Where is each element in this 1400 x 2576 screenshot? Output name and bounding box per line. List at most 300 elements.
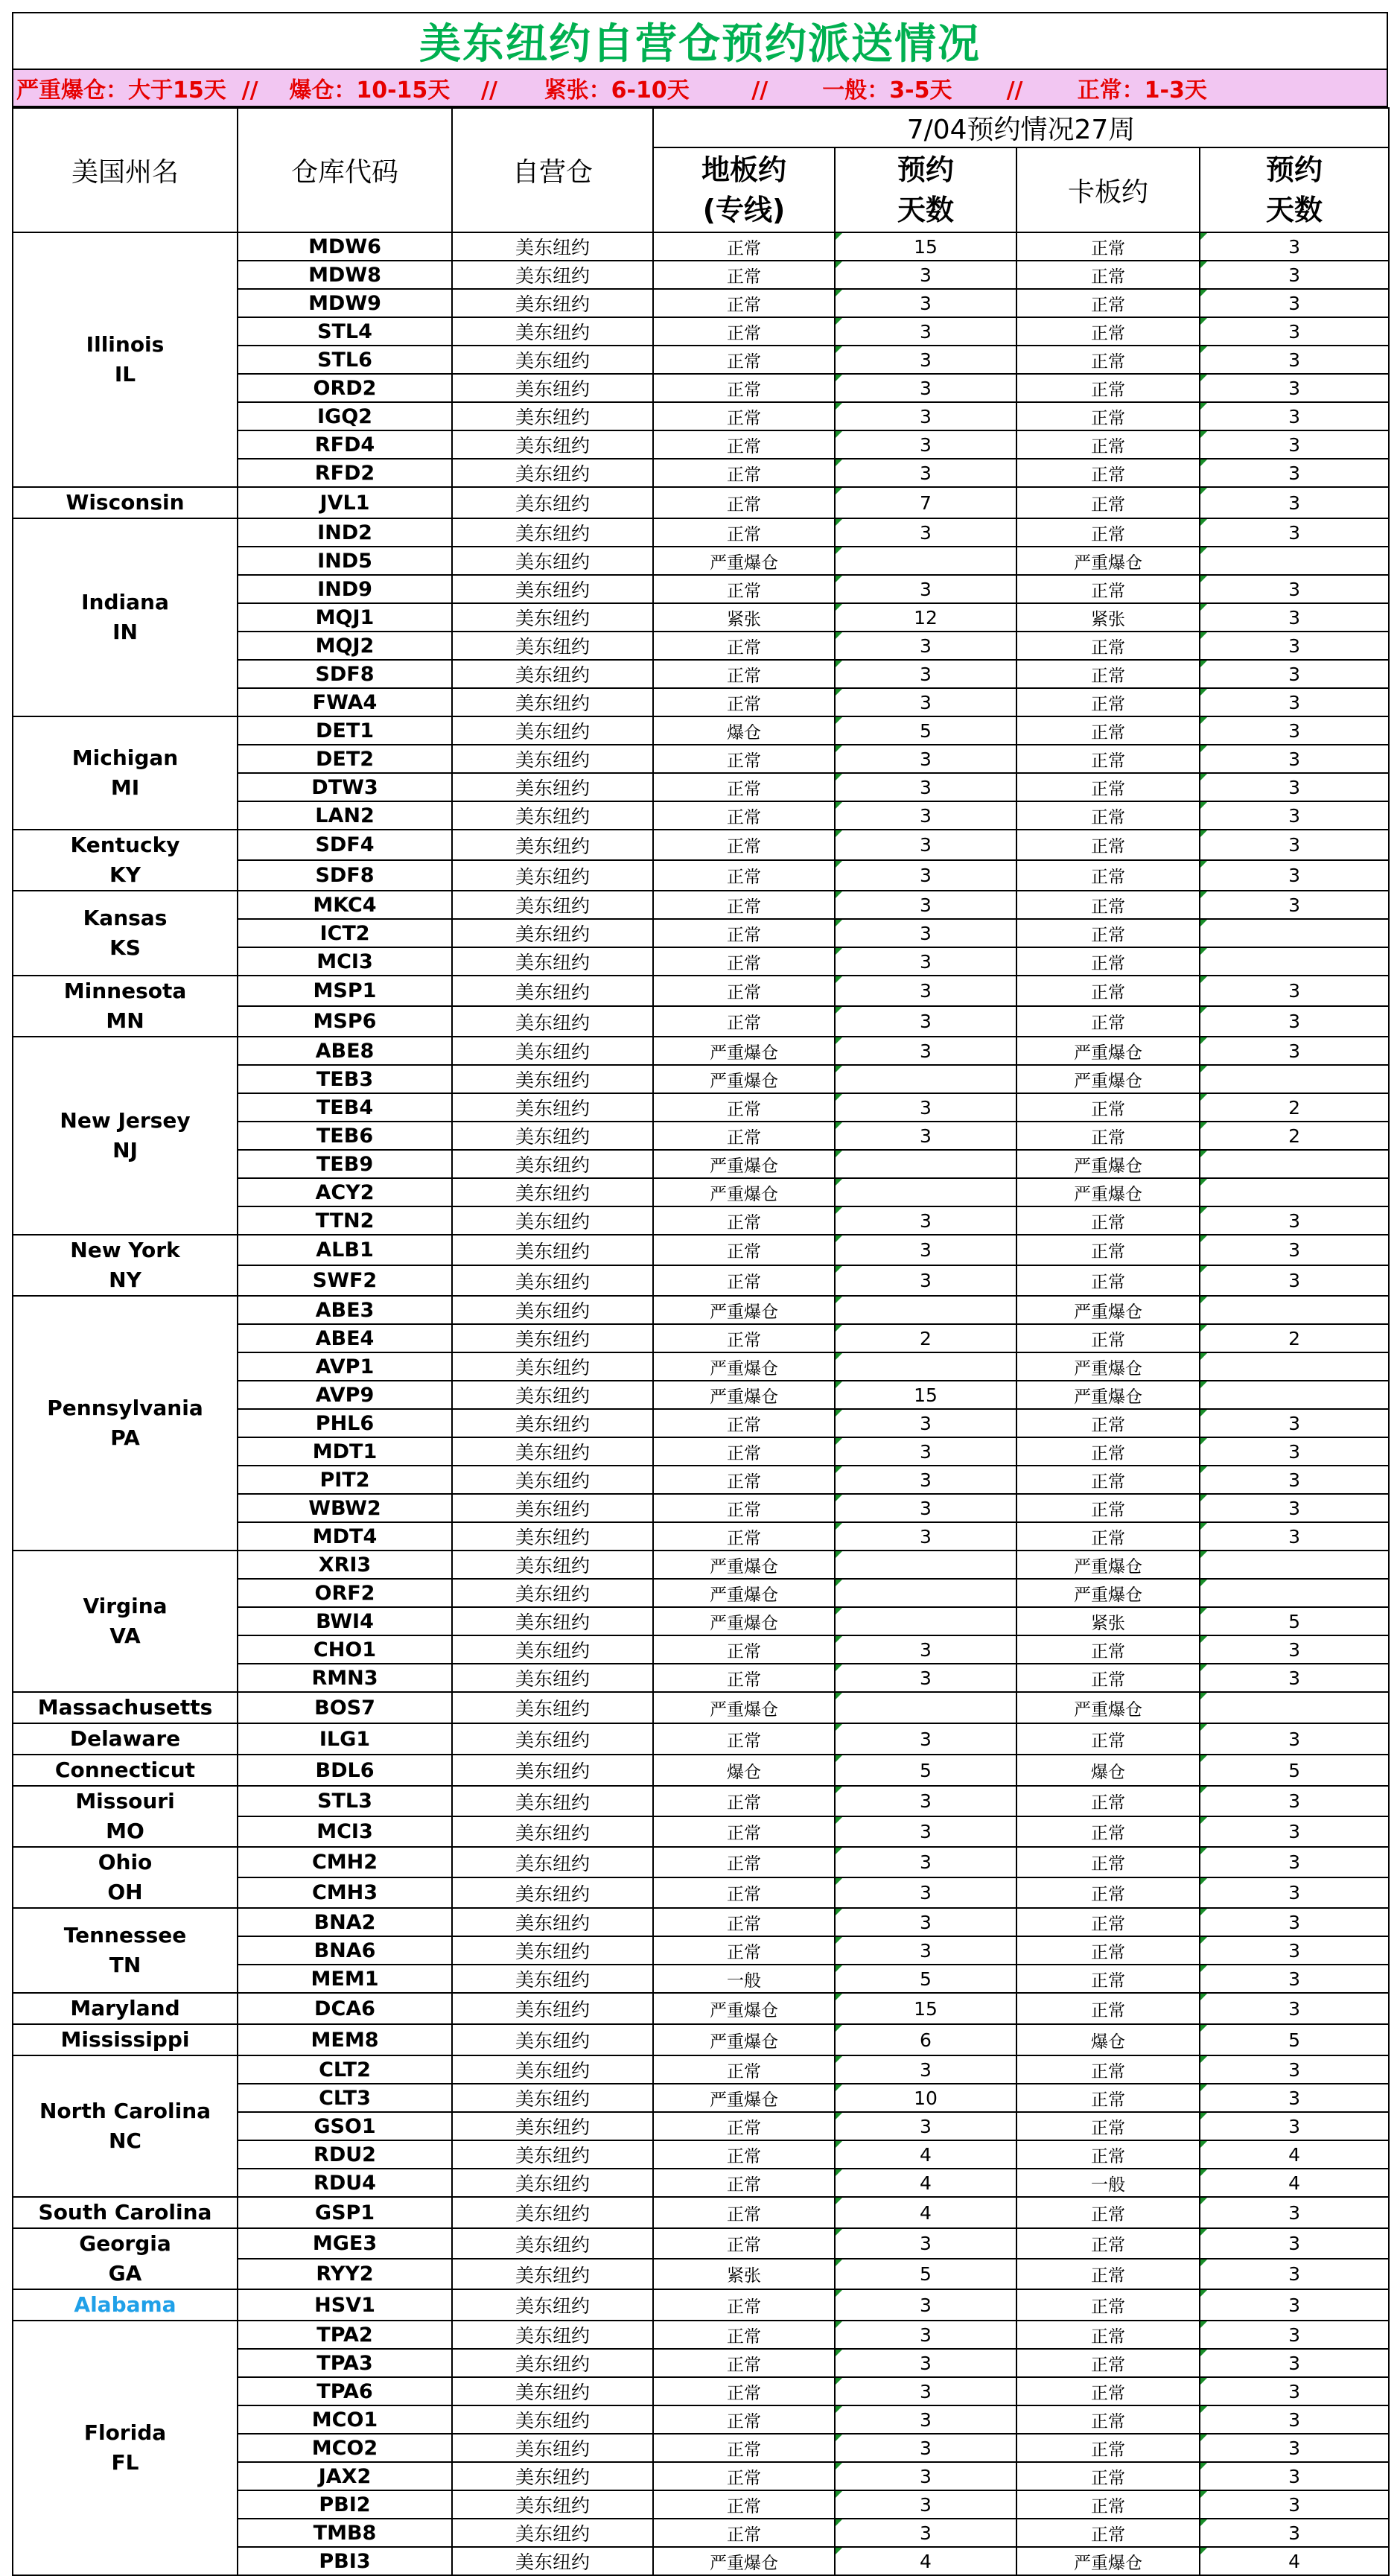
pallet-status-cell: 正常	[1016, 1265, 1200, 1296]
pallet-days-cell: 3	[1200, 2055, 1389, 2084]
floor-status-cell: 正常	[653, 402, 835, 430]
self-warehouse-cell: 美东纽约	[452, 2377, 653, 2405]
warehouse-code-cell: TEB3	[238, 1065, 452, 1093]
warehouse-code-cell: RDU4	[238, 2169, 452, 2197]
pallet-status-cell: 正常	[1016, 1993, 1200, 2024]
self-warehouse-cell: 美东纽约	[452, 1206, 653, 1235]
state-cell: Michigan MI	[13, 716, 238, 830]
warehouse-code-cell: MQJ2	[238, 632, 452, 660]
floor-days-cell: 3	[835, 801, 1016, 830]
table-row	[13, 1296, 1389, 1324]
pallet-days-cell	[1200, 919, 1389, 947]
table-row	[13, 518, 1389, 547]
self-warehouse-cell: 美东纽约	[452, 518, 653, 547]
state-cell: Maryland	[13, 1993, 238, 2024]
floor-status-cell: 正常	[653, 261, 835, 289]
self-warehouse-cell: 美东纽约	[452, 1093, 653, 1122]
pallet-status-cell: 正常	[1016, 745, 1200, 773]
self-warehouse-cell: 美东纽约	[452, 317, 653, 346]
self-warehouse-cell: 美东纽约	[452, 1324, 653, 1352]
pallet-status-cell: 正常	[1016, 2084, 1200, 2112]
pallet-days-cell: 3	[1200, 632, 1389, 660]
self-warehouse-cell: 美东纽约	[452, 1579, 653, 1607]
warehouse-code-cell: RMN3	[238, 1664, 452, 1692]
floor-days-cell: 3	[835, 575, 1016, 603]
self-warehouse-cell: 美东纽约	[452, 1723, 653, 1755]
floor-status-cell: 正常	[653, 459, 835, 487]
pallet-status-cell: 正常	[1016, 2055, 1200, 2084]
pallet-status-cell: 正常	[1016, 1409, 1200, 1437]
pallet-days-cell: 3	[1200, 1006, 1389, 1037]
pallet-status-cell: 正常	[1016, 2140, 1200, 2169]
pallet-days-cell	[1200, 1381, 1389, 1409]
pallet-days-cell: 3	[1200, 976, 1389, 1006]
floor-days-cell: 3	[835, 773, 1016, 801]
self-warehouse-cell: 美东纽约	[452, 2434, 653, 2462]
pallet-status-cell: 爆仓	[1016, 1755, 1200, 1786]
self-warehouse-cell: 美东纽约	[452, 1522, 653, 1551]
pallet-status-cell: 正常	[1016, 374, 1200, 402]
floor-days-cell	[835, 1607, 1016, 1635]
self-warehouse-cell: 美东纽约	[452, 773, 653, 801]
warehouse-code-cell: TEB9	[238, 1150, 452, 1178]
pallet-days-cell: 3	[1200, 801, 1389, 830]
floor-status-cell: 正常	[653, 1494, 835, 1522]
floor-status-cell: 严重爆仓	[653, 1607, 835, 1635]
floor-days-cell: 4	[835, 2197, 1016, 2228]
pallet-status-cell: 正常	[1016, 1877, 1200, 1908]
self-warehouse-cell: 美东纽约	[452, 1664, 653, 1692]
warehouse-code-cell: RDU2	[238, 2140, 452, 2169]
self-warehouse-cell: 美东纽约	[452, 1178, 653, 1206]
self-warehouse-cell: 美东纽约	[452, 1847, 653, 1877]
floor-days-cell: 3	[835, 1936, 1016, 1965]
floor-days-cell: 5	[835, 716, 1016, 745]
floor-days-cell: 4	[835, 2169, 1016, 2197]
table-row	[13, 976, 1389, 1006]
floor-days-cell: 3	[835, 2349, 1016, 2377]
self-warehouse-cell: 美东纽约	[452, 2547, 653, 2575]
pallet-days-cell	[1200, 1150, 1389, 1178]
floor-status-cell: 正常	[653, 2519, 835, 2547]
self-warehouse-cell: 美东纽约	[452, 660, 653, 688]
warehouse-code-cell: SWF2	[238, 1265, 452, 1296]
floor-status-cell: 正常	[653, 1522, 835, 1551]
pallet-status-cell: 严重爆仓	[1016, 1037, 1200, 1065]
floor-status-cell: 正常	[653, 2349, 835, 2377]
pallet-days-cell: 3	[1200, 1265, 1389, 1296]
floor-days-cell: 3	[835, 374, 1016, 402]
floor-status-cell: 正常	[653, 2140, 835, 2169]
warehouse-code-cell: ORD2	[238, 374, 452, 402]
pallet-status-cell: 一般	[1016, 2169, 1200, 2197]
pallet-days-cell: 3	[1200, 1993, 1389, 2024]
pallet-days-cell: 3	[1200, 1936, 1389, 1965]
warehouse-code-cell: STL4	[238, 317, 452, 346]
floor-status-cell: 正常	[653, 2289, 835, 2321]
pallet-status-cell: 正常	[1016, 947, 1200, 976]
self-warehouse-cell: 美东纽约	[452, 2024, 653, 2055]
state-cell: Florida FL	[13, 2321, 238, 2575]
pallet-days-cell: 3	[1200, 2377, 1389, 2405]
pallet-days-cell: 5	[1200, 2024, 1389, 2055]
state-cell: Alabama	[13, 2289, 238, 2321]
pallet-status-cell: 紧张	[1016, 1607, 1200, 1635]
floor-days-cell: 3	[835, 2490, 1016, 2519]
pallet-status-cell: 爆仓	[1016, 2024, 1200, 2055]
pallet-days-cell: 3	[1200, 2197, 1389, 2228]
pallet-days-cell: 3	[1200, 1466, 1389, 1494]
table-row	[13, 1847, 1389, 1877]
pallet-days-cell	[1200, 1065, 1389, 1093]
pallet-status-cell: 严重爆仓	[1016, 1551, 1200, 1579]
pallet-status-cell: 正常	[1016, 2462, 1200, 2490]
floor-status-cell: 正常	[653, 1093, 835, 1122]
warehouse-code-cell: MDW8	[238, 261, 452, 289]
pallet-days-cell	[1200, 1692, 1389, 1723]
warehouse-code-cell: CLT2	[238, 2055, 452, 2084]
pallet-status-cell: 正常	[1016, 2434, 1200, 2462]
floor-days-cell: 3	[835, 2228, 1016, 2259]
pallet-days-cell: 5	[1200, 1607, 1389, 1635]
table-row	[13, 1692, 1389, 1723]
floor-days-cell: 3	[835, 2519, 1016, 2547]
self-warehouse-cell: 美东纽约	[452, 1965, 653, 1993]
warehouse-code-cell: TPA3	[238, 2349, 452, 2377]
pallet-days-cell: 3	[1200, 346, 1389, 374]
pallet-status-cell: 正常	[1016, 1206, 1200, 1235]
self-warehouse-cell: 美东纽约	[452, 1786, 653, 1816]
floor-days-cell: 3	[835, 402, 1016, 430]
floor-status-cell: 正常	[653, 632, 835, 660]
self-warehouse-cell: 美东纽约	[452, 289, 653, 317]
state-cell: Missouri MO	[13, 1786, 238, 1847]
self-warehouse-cell: 美东纽约	[452, 547, 653, 575]
warehouse-code-cell: FWA4	[238, 688, 452, 716]
warehouse-code-cell: MDW6	[238, 232, 452, 261]
floor-status-cell: 正常	[653, 1664, 835, 1692]
pallet-days-cell: 4	[1200, 2140, 1389, 2169]
pallet-days-cell: 3	[1200, 1664, 1389, 1692]
pallet-status-cell: 严重爆仓	[1016, 1150, 1200, 1178]
warehouse-code-cell: MEM1	[238, 1965, 452, 1993]
pallet-status-cell: 正常	[1016, 487, 1200, 518]
floor-status-cell: 正常	[653, 1206, 835, 1235]
self-warehouse-cell: 美东纽约	[452, 1006, 653, 1037]
floor-status-cell: 正常	[653, 2462, 835, 2490]
floor-days-cell: 3	[835, 660, 1016, 688]
pallet-days-cell: 3	[1200, 2434, 1389, 2462]
pallet-status-cell: 正常	[1016, 2289, 1200, 2321]
floor-status-cell: 正常	[653, 1324, 835, 1352]
self-warehouse-cell: 美东纽约	[452, 830, 653, 860]
floor-days-cell: 3	[835, 1494, 1016, 1522]
pallet-days-cell: 3	[1200, 830, 1389, 860]
pallet-days-cell: 3	[1200, 487, 1389, 518]
table-row	[13, 2024, 1389, 2055]
floor-days-cell: 3	[835, 1122, 1016, 1150]
self-warehouse-cell: 美东纽约	[452, 1122, 653, 1150]
warehouse-code-cell: RYY2	[238, 2259, 452, 2289]
pallet-days-cell: 3	[1200, 860, 1389, 891]
warehouse-code-cell: MGE3	[238, 2228, 452, 2259]
self-warehouse-cell: 美东纽约	[452, 1265, 653, 1296]
warehouse-code-cell: AVP1	[238, 1352, 452, 1381]
state-cell: Mississippi	[13, 2024, 238, 2055]
pallet-status-cell: 严重爆仓	[1016, 1352, 1200, 1381]
pallet-days-cell: 3	[1200, 2084, 1389, 2112]
table-row	[13, 891, 1389, 919]
floor-status-cell: 严重爆仓	[653, 1037, 835, 1065]
state-cell: Kansas KS	[13, 891, 238, 976]
pallet-days-cell: 3	[1200, 1877, 1389, 1908]
self-warehouse-cell: 美东纽约	[452, 1065, 653, 1093]
self-warehouse-cell: 美东纽约	[452, 1936, 653, 1965]
state-cell: South Carolina	[13, 2197, 238, 2228]
floor-status-cell: 正常	[653, 289, 835, 317]
floor-days-cell: 2	[835, 1324, 1016, 1352]
table-row	[13, 1755, 1389, 1786]
floor-days-cell: 3	[835, 976, 1016, 1006]
self-warehouse-cell: 美东纽约	[452, 1816, 653, 1847]
pallet-days-cell: 3	[1200, 1816, 1389, 1847]
header-pallet-days: 预约 天数	[1200, 147, 1389, 232]
floor-days-cell: 3	[835, 2462, 1016, 2490]
floor-days-cell: 3	[835, 947, 1016, 976]
pallet-status-cell: 正常	[1016, 1437, 1200, 1466]
warehouse-code-cell: TEB6	[238, 1122, 452, 1150]
floor-days-cell: 3	[835, 919, 1016, 947]
pallet-days-cell: 3	[1200, 1494, 1389, 1522]
pallet-days-cell: 3	[1200, 317, 1389, 346]
floor-days-cell: 3	[835, 261, 1016, 289]
pallet-status-cell: 正常	[1016, 518, 1200, 547]
floor-status-cell: 正常	[653, 860, 835, 891]
self-warehouse-cell: 美东纽约	[452, 745, 653, 773]
floor-status-cell: 严重爆仓	[653, 1352, 835, 1381]
pallet-days-cell: 3	[1200, 2112, 1389, 2140]
floor-days-cell: 3	[835, 2055, 1016, 2084]
self-warehouse-cell: 美东纽约	[452, 261, 653, 289]
pallet-status-cell: 正常	[1016, 1093, 1200, 1122]
warehouse-code-cell: TTN2	[238, 1206, 452, 1235]
self-warehouse-cell: 美东纽约	[452, 2519, 653, 2547]
floor-status-cell: 正常	[653, 947, 835, 976]
header-week-title: 7/04预约情况27周	[653, 108, 1389, 147]
warehouse-code-cell: IND9	[238, 575, 452, 603]
pallet-days-cell: 3	[1200, 2228, 1389, 2259]
self-warehouse-cell: 美东纽约	[452, 2228, 653, 2259]
self-warehouse-cell: 美东纽约	[452, 947, 653, 976]
warehouse-code-cell: TPA2	[238, 2321, 452, 2349]
floor-status-cell: 正常	[653, 2405, 835, 2434]
warehouse-code-cell: CHO1	[238, 1635, 452, 1664]
pallet-days-cell: 3	[1200, 2462, 1389, 2490]
pallet-status-cell: 正常	[1016, 2490, 1200, 2519]
floor-status-cell: 正常	[653, 660, 835, 688]
floor-days-cell: 3	[835, 2112, 1016, 2140]
pallet-days-cell: 3	[1200, 2490, 1389, 2519]
floor-days-cell	[835, 1296, 1016, 1324]
floor-days-cell: 3	[835, 1635, 1016, 1664]
floor-days-cell: 3	[835, 830, 1016, 860]
pallet-status-cell: 正常	[1016, 1494, 1200, 1522]
warehouse-code-cell: MSP1	[238, 976, 452, 1006]
pallet-days-cell: 3	[1200, 1235, 1389, 1265]
floor-status-cell: 正常	[653, 430, 835, 459]
floor-status-cell: 正常	[653, 1936, 835, 1965]
self-warehouse-cell: 美东纽约	[452, 2169, 653, 2197]
pallet-days-cell: 3	[1200, 745, 1389, 773]
floor-status-cell: 严重爆仓	[653, 2084, 835, 2112]
floor-days-cell: 3	[835, 1466, 1016, 1494]
self-warehouse-cell: 美东纽约	[452, 1296, 653, 1324]
warehouse-code-cell: RFD2	[238, 459, 452, 487]
pallet-status-cell: 正常	[1016, 2349, 1200, 2377]
floor-status-cell: 严重爆仓	[653, 1296, 835, 1324]
floor-days-cell: 3	[835, 1723, 1016, 1755]
self-warehouse-cell: 美东纽约	[452, 1381, 653, 1409]
warehouse-code-cell: XRI3	[238, 1551, 452, 1579]
warehouse-code-cell: BNA6	[238, 1936, 452, 1965]
pallet-days-cell: 3	[1200, 891, 1389, 919]
pallet-status-cell: 正常	[1016, 1122, 1200, 1150]
self-warehouse-cell: 美东纽约	[452, 2289, 653, 2321]
header-floor: 地板约 (专线)	[653, 147, 835, 232]
warehouse-code-cell: ALB1	[238, 1235, 452, 1265]
floor-status-cell: 正常	[653, 2228, 835, 2259]
pallet-status-cell: 正常	[1016, 575, 1200, 603]
state-cell: Kentucky KY	[13, 830, 238, 891]
floor-status-cell: 严重爆仓	[653, 1065, 835, 1093]
warehouse-code-cell: BDL6	[238, 1755, 452, 1786]
warehouse-code-cell: WBW2	[238, 1494, 452, 1522]
table-row	[13, 1723, 1389, 1755]
floor-status-cell: 正常	[653, 2112, 835, 2140]
self-warehouse-cell: 美东纽约	[452, 716, 653, 745]
pallet-days-cell: 3	[1200, 1847, 1389, 1877]
floor-status-cell: 爆仓	[653, 716, 835, 745]
floor-status-cell: 正常	[653, 891, 835, 919]
floor-status-cell: 严重爆仓	[653, 1150, 835, 1178]
warehouse-code-cell: TEB4	[238, 1093, 452, 1122]
warehouse-code-cell: JAX2	[238, 2462, 452, 2490]
pallet-status-cell: 正常	[1016, 289, 1200, 317]
warehouse-code-cell: DTW3	[238, 773, 452, 801]
pallet-days-cell	[1200, 1579, 1389, 1607]
floor-status-cell: 正常	[653, 1786, 835, 1816]
self-warehouse-cell: 美东纽约	[452, 2197, 653, 2228]
floor-days-cell: 12	[835, 603, 1016, 632]
self-warehouse-cell: 美东纽约	[452, 976, 653, 1006]
floor-days-cell: 3	[835, 1786, 1016, 1816]
floor-status-cell: 紧张	[653, 2259, 835, 2289]
warehouse-code-cell: ORF2	[238, 1579, 452, 1607]
state-cell: Delaware	[13, 1723, 238, 1755]
floor-days-cell	[835, 1692, 1016, 1723]
warehouse-code-cell: ILG1	[238, 1723, 452, 1755]
floor-days-cell: 3	[835, 1093, 1016, 1122]
floor-days-cell: 3	[835, 346, 1016, 374]
floor-status-cell: 正常	[653, 232, 835, 261]
pallet-status-cell: 正常	[1016, 402, 1200, 430]
pallet-days-cell: 3	[1200, 1723, 1389, 1755]
warehouse-code-cell: ICT2	[238, 919, 452, 947]
pallet-days-cell: 3	[1200, 1965, 1389, 1993]
self-warehouse-cell: 美东纽约	[452, 1692, 653, 1723]
pallet-status-cell: 正常	[1016, 830, 1200, 860]
self-warehouse-cell: 美东纽约	[452, 1466, 653, 1494]
reservation-table	[12, 107, 1390, 2576]
pallet-days-cell: 2	[1200, 1324, 1389, 1352]
warehouse-code-cell: IND5	[238, 547, 452, 575]
pallet-days-cell: 4	[1200, 2547, 1389, 2575]
floor-status-cell: 正常	[653, 2169, 835, 2197]
pallet-days-cell: 3	[1200, 2519, 1389, 2547]
warehouse-code-cell: HSV1	[238, 2289, 452, 2321]
status-legend: 严重爆仓：大于15天 // 爆仓：10-15天 // 紧张：6-10天 // 一般：3-5天 // 正常：1-3天	[12, 69, 1388, 107]
state-cell: North Carolina NC	[13, 2055, 238, 2197]
warehouse-code-cell: ABE4	[238, 1324, 452, 1352]
table-row	[13, 487, 1389, 518]
pallet-status-cell: 正常	[1016, 660, 1200, 688]
warehouse-code-cell: DCA6	[238, 1993, 452, 2024]
pallet-days-cell: 3	[1200, 2289, 1389, 2321]
pallet-days-cell: 3	[1200, 2405, 1389, 2434]
warehouse-code-cell: SDF8	[238, 660, 452, 688]
floor-status-cell: 正常	[653, 976, 835, 1006]
floor-days-cell: 6	[835, 2024, 1016, 2055]
state-cell: Massachusetts	[13, 1692, 238, 1723]
floor-status-cell: 严重爆仓	[653, 2547, 835, 2575]
floor-days-cell: 4	[835, 2140, 1016, 2169]
self-warehouse-cell: 美东纽约	[452, 2259, 653, 2289]
warehouse-code-cell: ACY2	[238, 1178, 452, 1206]
warehouse-code-cell: MCO2	[238, 2434, 452, 2462]
self-warehouse-cell: 美东纽约	[452, 1037, 653, 1065]
floor-status-cell: 正常	[653, 374, 835, 402]
self-warehouse-cell: 美东纽约	[452, 1150, 653, 1178]
floor-days-cell: 5	[835, 2259, 1016, 2289]
pallet-days-cell: 3	[1200, 1437, 1389, 1466]
pallet-days-cell: 3	[1200, 1037, 1389, 1065]
pallet-days-cell: 3	[1200, 289, 1389, 317]
warehouse-code-cell: BOS7	[238, 1692, 452, 1723]
floor-status-cell: 正常	[653, 1847, 835, 1877]
pallet-status-cell: 正常	[1016, 801, 1200, 830]
table-row	[13, 830, 1389, 860]
warehouse-code-cell: MCO1	[238, 2405, 452, 2434]
self-warehouse-cell: 美东纽约	[452, 1755, 653, 1786]
header-self-warehouse: 自营仓	[452, 108, 653, 232]
warehouse-code-cell: AVP9	[238, 1381, 452, 1409]
floor-status-cell: 紧张	[653, 603, 835, 632]
pallet-status-cell: 正常	[1016, 1635, 1200, 1664]
pallet-status-cell: 正常	[1016, 1965, 1200, 1993]
warehouse-code-cell: PBI3	[238, 2547, 452, 2575]
floor-days-cell: 5	[835, 1965, 1016, 1993]
warehouse-code-cell: MSP6	[238, 1006, 452, 1037]
floor-status-cell: 正常	[653, 2197, 835, 2228]
floor-days-cell	[835, 547, 1016, 575]
table-row	[13, 1037, 1389, 1065]
floor-days-cell: 10	[835, 2084, 1016, 2112]
pallet-status-cell: 严重爆仓	[1016, 2547, 1200, 2575]
table-row	[13, 1993, 1389, 2024]
reservation-sheet	[12, 12, 1388, 2576]
floor-days-cell: 5	[835, 1755, 1016, 1786]
warehouse-code-cell: BNA2	[238, 1908, 452, 1936]
